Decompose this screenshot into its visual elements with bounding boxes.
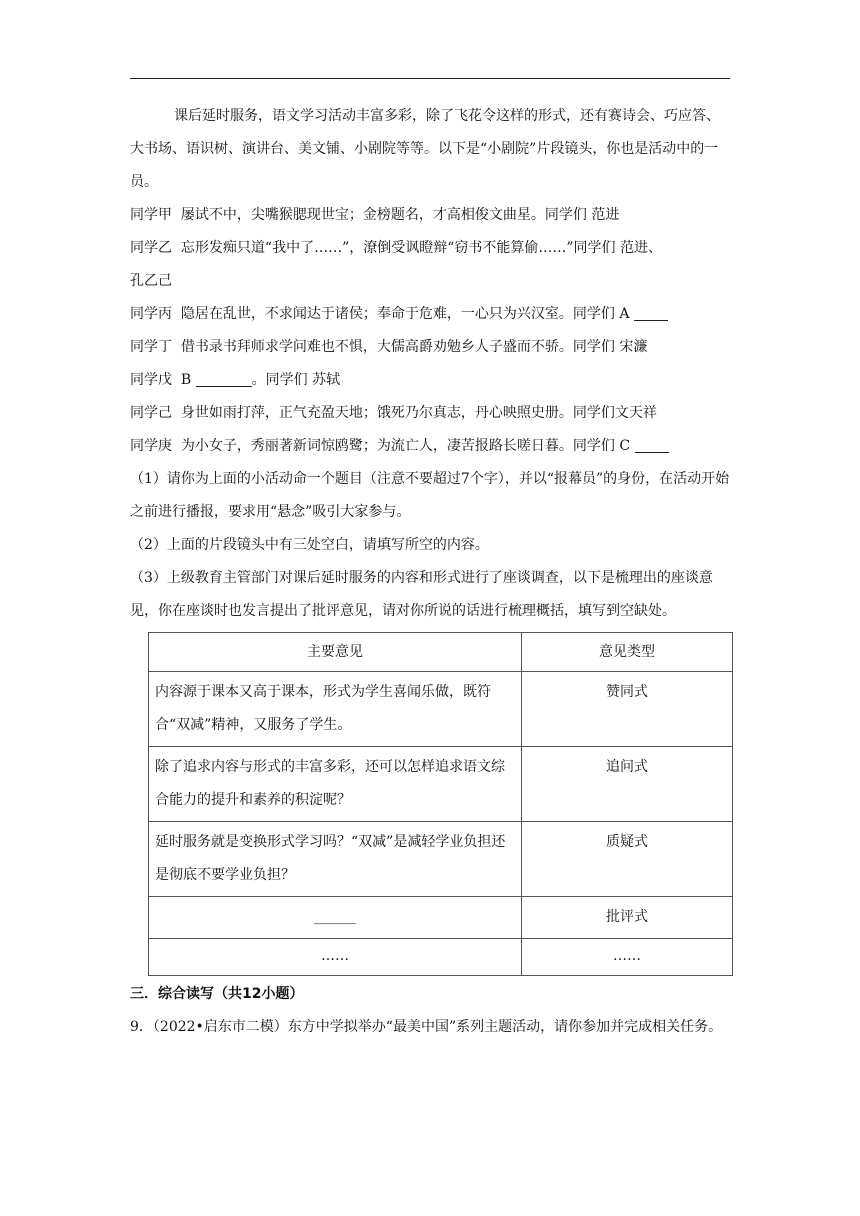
speaker-label: 同学己 [130, 405, 172, 421]
type-cell: …… [613, 948, 641, 964]
table-header-row [149, 633, 733, 672]
type-cell: 批评式 [606, 909, 648, 925]
opinion-cell: …… [321, 948, 349, 964]
section-heading: 三．综合读写（共12小题） [130, 986, 304, 1002]
line-bing [130, 298, 733, 331]
header-rule [130, 78, 730, 79]
answer-blank-b[interactable] [196, 371, 252, 387]
question-3: （3）上级教育主管部门对课后延时服务的内容和形式进行了座谈调查，以下是梳理出的座谈意见，你在座谈时也发言提出了批评意见，请对你所说的话进行梳理概括，填写到空缺处。 [130, 570, 713, 619]
opinion-cell: 延时服务就是变换形式学习吗？“双减”是减轻学业负担还是彻底不要学业负担？ [155, 834, 506, 883]
line-text: 身世如雨打萍，正气充盈天地；饿死乃尔真志，丹心映照史册。同学们文天祥 [180, 405, 657, 421]
line-text: 借书录书拜师求学问难也不惧，大儒高爵劝勉乡人子盛而不骄。同学们 宋濂 [180, 339, 648, 355]
speaker-label: 同学乙 [130, 240, 172, 256]
answer-blank-c[interactable] [635, 437, 669, 453]
line-ding [130, 331, 733, 364]
line-yi-cont [130, 265, 733, 298]
column-header: 主要意见 [149, 633, 522, 672]
opinion-blank-cell[interactable]: ______ [314, 909, 356, 925]
question-9: 9．（2022•启东市二模）东方中学拟举办“最美中国”系列主题活动，请你参加并完成相关任务。 [130, 1019, 723, 1035]
line-text: B [180, 372, 192, 388]
intro-paragraph: 课后延时服务，语文学习活动丰富多彩，除了飞花令这样的形式，还有赛诗会、巧应答、大书场、语识树、演讲台、美文铺、小剧院等等。以下是“小剧院”片段镜头，你也是活动中的一员。 [130, 108, 720, 190]
opinion-table [148, 632, 733, 976]
question-2: （2）上面的片段镜头中有三处空白，请填写所空的内容。 [130, 537, 489, 553]
line-text: 孔乙己 [130, 273, 172, 289]
line-geng [130, 430, 733, 463]
speaker-label: 同学丁 [130, 339, 172, 355]
question-1: （1）请你为上面的小活动命一个题目（注意不要超过7个字），并以“报幕员”的身份，在活动开始之前进行播报，要求用“悬念”吸引大家参与。 [130, 471, 730, 520]
answer-blank-a[interactable] [634, 305, 668, 321]
speaker-label: 同学庚 [130, 438, 172, 454]
table-row [149, 939, 733, 976]
speaker-label: 同学丙 [130, 306, 172, 322]
line-ji [130, 397, 733, 430]
line-text: 为小女子，秀丽著新词惊鸥鹭；为流亡人，凄苦报路长嗟日暮。同学们 C [180, 438, 631, 454]
table-row [149, 672, 733, 747]
opinion-cell: 除了追求内容与形式的丰富多彩，还可以怎样追求语文综合能力的提升和素养的积淀呢？ [155, 759, 505, 808]
line-yi [130, 232, 733, 265]
table-row [149, 747, 733, 822]
column-header: 意见类型 [522, 633, 733, 672]
line-suffix: 。同学们 苏轼 [251, 372, 341, 388]
line-text: 屡试不中，尖嘴猴腮现世宝；金榜题名，才高相俊文曲星。同学们 范进 [180, 207, 620, 223]
opinion-cell: 内容源于课本又高于课本，形式为学生喜闻乐做，既符合“双减”精神，又服务了学生。 [155, 684, 491, 733]
table-row [149, 822, 733, 897]
type-cell: 赞同式 [606, 684, 648, 700]
type-cell: 追问式 [606, 759, 648, 775]
line-text: 隐居在乱世，不求闻达于诸侯；奉命于危难，一心只为兴汉室。同学们 A [180, 306, 630, 322]
line-wu [130, 364, 733, 397]
speaker-label: 同学甲 [130, 207, 172, 223]
table-row [149, 897, 733, 939]
line-text: 忘形发痴只道“我中了……”，潦倒受讽瞪辩“窃书不能算偷……”同学们 范进、 [180, 240, 662, 256]
line-jia [130, 199, 733, 232]
type-cell: 质疑式 [606, 834, 648, 850]
document-page [130, 100, 733, 1044]
speaker-label: 同学戊 [130, 372, 172, 388]
